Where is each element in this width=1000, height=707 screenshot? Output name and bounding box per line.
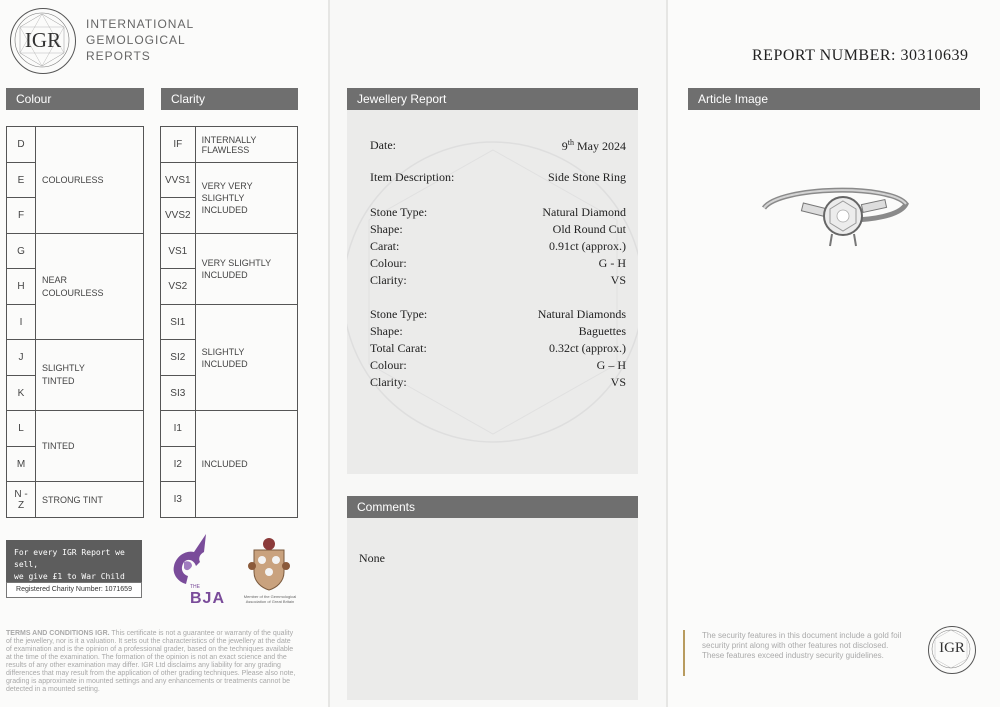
- comments-value: None: [359, 551, 385, 565]
- seal-text: IGR: [24, 28, 62, 52]
- security-notice: The security features in this document include a gold foil security print along with other features not disclosed. These features exceed industry security guidelines.: [702, 631, 902, 660]
- report-details-box: [347, 110, 638, 474]
- row-value: G - H: [598, 256, 626, 270]
- colour-group: [36, 234, 144, 340]
- charity-line: For every IGR Report we sell,: [14, 548, 125, 569]
- colour-group: TINTED: [36, 411, 144, 482]
- clarity-group: [195, 163, 297, 234]
- colour-header: Colour: [6, 88, 144, 110]
- row-label: Colour:: [370, 256, 407, 270]
- charity-banner: [6, 540, 142, 582]
- row-value: Side Stone Ring: [547, 170, 626, 184]
- row-value: 0.32ct (approx.): [549, 341, 626, 355]
- row-value: VS: [610, 273, 626, 287]
- clarity-group-label: VERY VERY SLIGHTLY INCLUDED: [201, 181, 253, 215]
- row-label: Date:: [370, 138, 396, 152]
- terms-heading: TERMS AND CONDITIONS IGR.: [6, 630, 110, 637]
- gem-association-caption: Member of the Gemmological Association of Great Britain: [243, 594, 297, 604]
- ring-image: [760, 176, 910, 258]
- row-value: Old Round Cut: [552, 222, 626, 236]
- clarity-code: VS2: [161, 269, 196, 305]
- row-label: Shape:: [370, 324, 403, 338]
- date-rest: May 2024: [574, 139, 626, 153]
- date-suffix: th: [567, 138, 574, 147]
- row-value: Baguettes: [578, 324, 626, 338]
- article-image-header: Article Image: [688, 88, 980, 110]
- row-value: [562, 138, 626, 154]
- crest-icon: [248, 536, 290, 592]
- report-number: REPORT NUMBER: 30310639: [752, 47, 969, 64]
- clarity-group-label: SLIGHTLY INCLUDED: [201, 346, 248, 369]
- colour-code: M: [7, 447, 36, 482]
- row-label: Shape:: [370, 222, 403, 236]
- colour-code: H: [7, 269, 36, 305]
- clarity-code: SI3: [161, 376, 196, 411]
- date-day: 9: [561, 139, 568, 153]
- comments-box: [347, 518, 638, 700]
- clarity-code: VS1: [161, 234, 196, 269]
- clarity-code: I1: [161, 411, 196, 447]
- terms-body: This certificate is not a guarantee or warranty of the quality of the jewellery, nor is it a valuation. It sets out the characteristics of the jewellery at the date of examination and is the opinion of a professional grader, based on the techniques available at the time of the examination. The formation of the opinion is not an exact science and the results of any other examination may differ. IGR Ltd disclaims any liability for any grading differences that may result from the application of other grading techniques. Please also note, grading is approximate in mounted settings and any enhancements or treatments cannot be detected in a mounted setting.: [6, 630, 296, 693]
- igr-seal-small: [928, 626, 976, 674]
- row-value: Natural Diamond: [542, 205, 626, 219]
- clarity-group: [195, 305, 297, 411]
- clarity-code: IF: [161, 127, 196, 163]
- clarity-code: SI1: [161, 305, 196, 340]
- row-value: Natural Diamonds: [537, 307, 626, 321]
- colour-group-label: NEAR COLOURLESS: [42, 274, 104, 298]
- clarity-group: [195, 234, 297, 305]
- company-name-line: INTERNATIONAL: [86, 17, 195, 31]
- colour-code: E: [7, 163, 36, 198]
- clarity-code: VVS2: [161, 198, 196, 234]
- seal-text: IGR: [939, 640, 965, 656]
- igr-seal-logo: [10, 8, 76, 74]
- row-label: Colour:: [370, 358, 407, 372]
- bja-logo-text: BJA: [190, 590, 226, 607]
- colour-code: J: [7, 340, 36, 376]
- company-name-line: REPORTS: [86, 49, 151, 63]
- row-value: G – H: [596, 358, 626, 372]
- row-value: 0.91ct (approx.): [549, 239, 626, 253]
- row-label: Item Description:: [370, 170, 455, 184]
- clarity-group: INTERNALLY FLAWLESS: [195, 127, 297, 163]
- clarity-code: I3: [161, 482, 196, 518]
- clarity-code: VVS1: [161, 163, 196, 198]
- clarity-code: SI2: [161, 340, 196, 376]
- security-gold-rule: [683, 630, 685, 676]
- row-label: Stone Type:: [370, 307, 428, 321]
- colour-code: N - Z: [7, 482, 36, 518]
- clarity-header: Clarity: [161, 88, 298, 110]
- row-label: Stone Type:: [370, 205, 428, 219]
- watermark-icon: [347, 110, 638, 474]
- clarity-group: INCLUDED: [195, 411, 297, 518]
- charity-registration: Registered Charity Number: 1071659: [6, 582, 142, 598]
- comments-header: Comments: [347, 496, 638, 518]
- row-value: VS: [610, 375, 626, 389]
- colour-group-label: SLIGHTLY TINTED: [42, 363, 85, 386]
- jewellery-report-header: Jewellery Report: [347, 88, 638, 110]
- unicorn-icon: [166, 532, 216, 588]
- colour-code: G: [7, 234, 36, 269]
- colour-scale-table: [6, 126, 144, 518]
- row-label: Total Carat:: [370, 341, 427, 355]
- company-name-line: GEMOLOGICAL: [86, 33, 186, 47]
- colour-code: K: [7, 376, 36, 411]
- clarity-group-label: VERY SLIGHTLY INCLUDED: [201, 258, 271, 280]
- charity-line: we give £1 to War Child: [14, 572, 125, 581]
- clarity-code: I2: [161, 447, 196, 482]
- colour-code: D: [7, 127, 36, 163]
- colour-group: STRONG TINT: [36, 482, 144, 518]
- colour-code: F: [7, 198, 36, 234]
- colour-code: L: [7, 411, 36, 447]
- clarity-scale-table: [160, 126, 298, 518]
- row-label: Clarity:: [370, 375, 407, 389]
- company-name: [86, 16, 194, 64]
- terms-and-conditions: [6, 630, 298, 694]
- colour-group: COLOURLESS: [36, 127, 144, 234]
- colour-code: I: [7, 305, 36, 340]
- colour-group: [36, 340, 144, 411]
- bja-the: THE: [190, 584, 200, 590]
- row-label: Carat:: [370, 239, 400, 253]
- row-label: Clarity:: [370, 273, 407, 287]
